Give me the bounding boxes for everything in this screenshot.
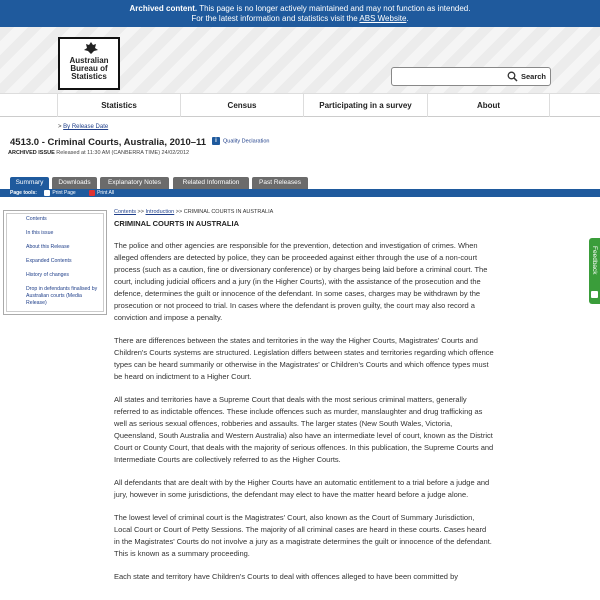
quality-declaration-label: Quality Declaration <box>223 138 270 145</box>
print-all-label: Print All <box>97 190 115 196</box>
nav-item-participating[interactable]: Participating in a survey <box>303 94 427 117</box>
archived-banner <box>0 0 600 27</box>
breadcrumb-prefix: > <box>58 124 64 130</box>
crumb-current: >> CRIMINAL COURTS IN AUSTRALIA <box>174 209 274 215</box>
page-tools-label: Page tools: <box>10 190 37 196</box>
page-title: 4513.0 - Criminal Courts, Australia, 2010–11 <box>10 137 207 148</box>
search-box <box>391 67 551 86</box>
sidebar-item-expanded-contents[interactable]: Expanded Contents <box>26 258 72 264</box>
search-button-label: Search <box>520 72 546 81</box>
feedback-label: Feedback <box>591 246 598 275</box>
logo-line-3: Statistics <box>71 72 107 81</box>
feedback-icon <box>591 291 598 298</box>
page-tools-bar <box>0 189 600 197</box>
search-button[interactable] <box>507 70 546 84</box>
content-heading: CRIMINAL COURTS IN AUSTRALIA <box>114 219 239 228</box>
paragraph-1: The police and other agencies are responsible for the prevention, detection and investigation of crimes. When alleged offenders are detected by police, they can be proceeded against either through the use of a non-court process (such as a caution, fine or diversionary conference) or by charges being laid before a criminal court. The court, including judicial officers and a jury (in the Higher Courts), with the assistance of the prosecution and the defence, determines the guilt or innocence of the defendant. In some cases, charges may be withdrawn by the prosecution or not proceed to trial. In cases where the defendant is proven guilty, the court may also record a conviction and impose a penalty. <box>114 241 488 322</box>
crumb-introduction-link[interactable]: Introduction <box>145 209 175 215</box>
info-icon: i <box>212 137 220 145</box>
latest-info-suffix: . <box>406 14 409 23</box>
sidebar-list <box>7 214 103 307</box>
breadcrumb <box>58 124 108 130</box>
paragraph-2: There are differences between the states and territories in the way the Higher Courts, Magistrates' Courts and Children's Courts systems are structured. Legislation differs between states and territories regarding which offence types can be heard summarily or otherwise in the Magistrates' or Children's Courts and which offence types must be heard on indictment to a Higher Court. <box>114 336 494 381</box>
latest-info-text: For the latest information and statistics visit the <box>191 14 360 23</box>
site-header <box>0 27 600 93</box>
content-breadcrumb <box>114 209 494 215</box>
search-input[interactable] <box>396 70 506 83</box>
print-page-button[interactable] <box>44 190 81 196</box>
print-page-label: Print Page <box>52 190 76 196</box>
tab-explanatory-notes[interactable]: Explanatory Notes <box>100 177 169 189</box>
logo-line-2: Bureau of <box>70 64 108 73</box>
release-time: Released at 11:30 AM (CANBERRA TIME) 24/02/2012 <box>54 150 190 156</box>
quality-declaration[interactable] <box>212 137 269 145</box>
main-content <box>114 209 494 583</box>
logo-line-1: Australian <box>69 56 109 65</box>
paragraph-3: All states and territories have a Supreme Court that deals with the most serious criminal matters, generally referred to as indictable offences. These include offences such as murder, manslaughter and drug trafficking as well as serious sexual offences, robberies and assaults. The larger states (New South Wales, Victoria, Queensland, South Australia and Western Australia) also have an intermediate level of court, known as the District Court or County Court, that deals with the majority of serious offences. In this publication, the Supreme Courts and Intermediate Courts are collectively referred to as the Higher Courts. <box>114 395 494 464</box>
feedback-tab[interactable] <box>589 238 600 304</box>
sidebar-item-about-release[interactable]: About this Release <box>26 244 70 250</box>
printer-icon <box>44 190 50 196</box>
tab-downloads[interactable]: Downloads <box>52 177 97 189</box>
crumb-separator: >> <box>136 209 146 215</box>
sidebar-item-contents[interactable]: Contents <box>26 216 47 222</box>
search-icon <box>507 71 518 82</box>
nav-item-statistics[interactable]: Statistics <box>57 94 180 117</box>
breadcrumb-link[interactable]: By Release Date <box>63 124 109 130</box>
crumb-contents-link[interactable]: Contents <box>114 209 137 215</box>
paragraph-4: All defendants that are dealt with by the Higher Courts have an automatic entitlement to a trial before a judge and jury, however in some jurisdictions, the defendant may elect to have the matter heard before a judge alone. <box>114 478 490 499</box>
paragraph-6: Each state and territory have Children's Courts to deal with offences alleged to have been committed by <box>114 572 458 581</box>
contents-sidebar <box>3 210 107 315</box>
tab-related-information[interactable]: Related Information <box>173 177 249 189</box>
sidebar-item-in-this-issue[interactable]: In this issue <box>26 230 54 236</box>
sidebar-item-history[interactable]: History of changes <box>26 272 69 278</box>
sidebar-item-media-release[interactable]: Drop in defendants finalised by Australian courts (Media Release) <box>26 286 98 306</box>
archived-label: Archived content. <box>129 4 198 13</box>
tab-past-releases[interactable]: Past Releases <box>252 177 308 189</box>
nav-item-about[interactable]: About <box>427 94 550 117</box>
archived-message: This page is no longer actively maintained and may not function as intended. <box>197 4 471 13</box>
tab-summary[interactable]: Summary <box>10 177 49 189</box>
pdf-icon <box>89 190 95 196</box>
archived-issue-label: ARCHIVED ISSUE <box>8 150 55 156</box>
print-all-button[interactable] <box>89 190 120 196</box>
nav-item-census[interactable]: Census <box>180 94 303 117</box>
abs-logo[interactable] <box>58 37 120 90</box>
issue-info <box>8 150 189 156</box>
paragraph-5: The lowest level of criminal court is the Magistrates' Court, also known as the Court of Summary Jurisdiction, Local Court or Court of Petty Sessions. The majority of all criminal cases are heard in these courts. Cases heard in the Magistrates' Courts do not involve a jury as a magistrate determines the guilt or innocence of the defendant. This is known as a summary proceeding. <box>114 513 492 558</box>
coat-of-arms-icon <box>84 42 98 54</box>
abs-website-link[interactable]: ABS Website <box>359 14 407 23</box>
main-nav <box>0 93 600 117</box>
